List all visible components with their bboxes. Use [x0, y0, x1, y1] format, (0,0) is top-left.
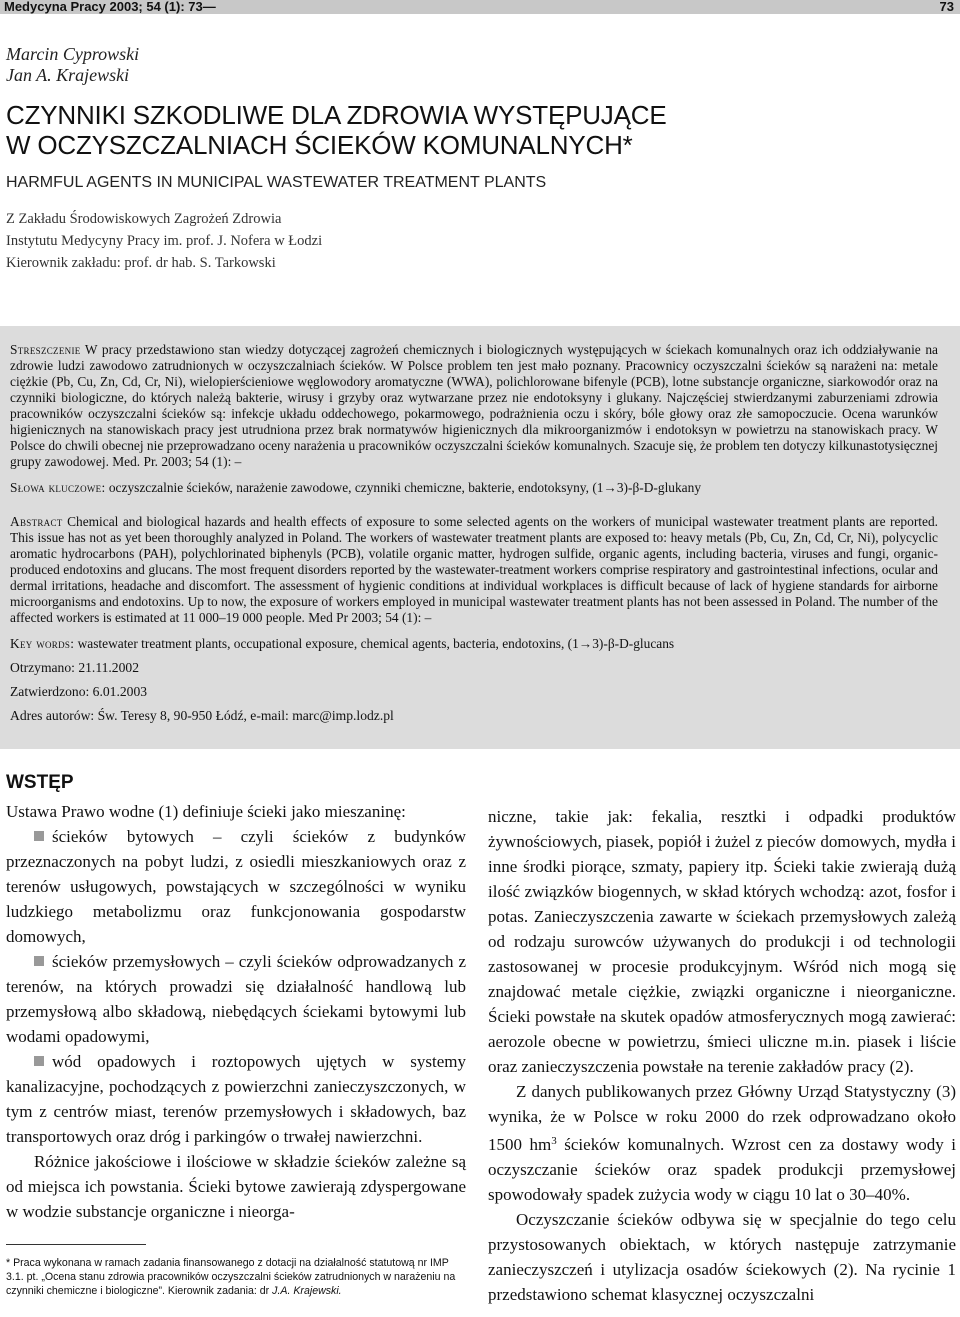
article-title: [6, 100, 666, 160]
english-title: HARMFUL AGENTS IN MUNICIPAL WASTEWATER TREATMENT PLANTS: [6, 174, 547, 191]
body-paragraph: [488, 1079, 956, 1207]
abstract-text-pl: W pracy przedstawiono stan wiedzy dotyczącej zagrożeń chemicznych i biologicznych występujących w ściekach komunalnych oraz ich oddziaływanie na zdrowie ludzi zawodowo zatrudnionych w oczyszczalniach ścieków. W Polsce problem ten jest mało poznany. Pracownicy oczyszczalni ścieków są narażeni na: metale ciężkie (Pb, Cu, Zn, Cd, Cr, Ni), wielopierścieniowe węglowodory aromatyczne (WWA), polichlorowane bifenyle (PCB), lotne substancje organiczne, siarkowodór oraz na czynniki biologiczne, do których należą bakterie, wirusy i grzyby oraz wytwarzane przez nie endotoksyny i glukany. Najczęściej stwierdzanymi zaburzeniami zdrowia pracowników oczyszczalni ścieków są: infekcje układu oddechowego, pokarmowego, podrażnienia oczu i skóry, bóle głowy oraz złe samopoczucie. Ocena warunków higienicznych na stanowiskach pracy jest utrudniona przez brak normatywów higienicznych dla mikroorganizmów i endotoksyn w powietrzu na stanowiskach pracy. W Polsce do chwili obecnej nie przeprowadzano oceny narażenia u pracowników oczyszczalni ścieków komunalnych. Szacuje się, że problem ten dotyczy kilkunastotysięcznej grupy zawodowej. Med. Pr. 2003; 54 (1): –: [10, 342, 938, 469]
footnote: [6, 1256, 466, 1298]
paragraph-text: ścieków komunalnych. Wzrost cen za dostawy wody i oczyszczanie ścieków oraz spadek produkcji przemysłowej spowodowały spadek zużycia wody w ciągu 10 lat o 30–40%.: [488, 1135, 956, 1204]
body-paragraph: Oczyszczanie ścieków odbywa się w specjalnie do tego celu przystosowanych obiektach, w których następuje zatrzymanie zanieczyszczeń i utylizacja osadów ściekowych (2). Na rycinie 1 przedstawiono schemat klasycznej oczyszczalni: [488, 1210, 956, 1304]
affiliation: [6, 208, 322, 274]
keywords-text-en: wastewater treatment plants, occupational exposure, chemical agents, bacteria, endotoxins, (1→3)-β-D-glucans: [77, 636, 675, 651]
list-item: [6, 1049, 466, 1149]
superscript: 3: [551, 1135, 557, 1147]
abstract-content: [10, 342, 938, 724]
section-heading: WSTĘP: [6, 772, 74, 793]
polish-abstract: [10, 342, 938, 470]
footnote-body: * Praca wykonana w ramach zadania finansowanego z dotacji na działalność statutową nr IMP 3.1. pt. „Ocena stanu zdrowia pracowników oczyszczalni ścieków zatrudnionych w narażeniu na czynniki chemiczne i biologiczne”. Kierownik zadania: dr: [6, 1257, 456, 1297]
keywords-text-pl: oczyszczalnie ścieków, narażenie zawodowe, czynniki chemiczne, bakterie, endotoksyny, (1→3)-β-D-glukany: [108, 480, 702, 495]
english-abstract: [10, 514, 938, 626]
affiliation-line: Z Zakładu Środowiskowych Zagrożeń Zdrowia: [6, 211, 282, 227]
affiliation-line: Kierownik zakładu: prof. dr hab. S. Tarkowski: [6, 255, 276, 271]
square-bullet-icon: [34, 1056, 44, 1066]
keywords-label-en: Key words:: [10, 636, 75, 651]
paragraph-text: Z danych publikowanych przez Główny Urząd Statystyczny (3) wynika, że w Polsce w roku 2000 do rzek odprowadzano około 1500 hm: [488, 1082, 956, 1154]
author-address: Adres autorów: Św. Teresy 8, 90-950 Łódź, e-mail: marc@imp.lodz.pl: [10, 708, 394, 723]
square-bullet-icon: [34, 956, 44, 966]
journal-citation: Medycyna Pracy 2003; 54 (1): 73—: [4, 0, 216, 14]
body-column-right: [488, 804, 956, 1307]
author-list: [6, 44, 139, 86]
keywords-label-pl: Słowa kluczowe:: [10, 480, 106, 495]
body-paragraph: niczne, takie jak: fekalia, resztki i odpadki produktów żywnościowych, piasek, popiół i żużel z pieców domowych, mydła i inne środki piorące, szmaty, papiery itp. Ścieki takie zwierają dużą ilość związków biogennych, w skład których wchodzą: azot, fosfor i potas. Zanieczyszczenia zawarte w ściekach przemysłowych zależą od rodzaju surowców używanych do produkcji i od technologii zastosowanej w procesie produkcyjnym. Wśród nich mogą się znajdować metale ciężkie, związki organiczne i nieorganiczne. Ścieki powstałe na skutek opadów atmosferycznych mogą zawierać: aerozole obecne w powietrzu, śmieci uliczne m.in. piasek i liście oraz zanieczyszczenia powstałe na terenie zakładów pracy (2).: [488, 807, 956, 1076]
footnote-text: [6, 1256, 466, 1298]
body-column-left: [6, 799, 466, 1224]
list-item-text: ścieków bytowych – czyli ścieków z budynków przeznaczonych na pobyt ludzi, z osiedli mieszkaniowych oraz z terenów usługowych, powstających w szczególności w wyniku ludzkiego metabolizmu oraz funkcjonowania gospodarstw domowych,: [6, 827, 466, 946]
list-item-text: wód opadowych i roztopowych ujętych w systemy kanalizacyjne, pochodzących z powierzchni zanieczyszczonych, w tym z centrów miast, terenów przemysłowych i składowych, baz transportowych oraz dróg i parkingów o trwałej nawierzchni.: [6, 1052, 466, 1146]
abstract-label-en: Abstract: [10, 514, 63, 529]
footnote-author: J.A. Krajewski.: [272, 1285, 342, 1297]
english-keywords: [10, 636, 938, 652]
page-number: 73: [939, 0, 954, 14]
title-line: W OCZYSZCZALNIACH ŚCIEKÓW KOMUNALNYCH*: [6, 130, 633, 160]
received-date: Otrzymano: 21.11.2002: [10, 660, 139, 675]
accepted-date: Zatwierdzono: 6.01.2003: [10, 684, 148, 699]
abstract-box: [0, 326, 960, 749]
body-paragraph: Ustawa Prawo wodne (1) definiuje ścieki jako mieszaninę:: [6, 802, 406, 821]
abstract-text-en: Chemical and biological hazards and health effects of exposure to some selected agents on the workers of municipal wastewater treatment plants are reported. This issue has not as yet been thoroughly analyzed in Poland. The workers of wastewater treatment plants are exposed to: heavy metals (Pb, Cu, Zn, Cd, Cr, Ni), polycyclic aromatic hydrocarbons (PAH), polychlorinated biphenyls (PCB), volatile organic matter, hydrogen sulfide, organic agents, including bacteria, viruses and fungi, organic-produced endotoxins and glucans. The most frequent disorders reported by the wastewater-treatment workers comprise respiratory and gastrointestinal infections, ocular and dermal irritations, headache and discomfort. The assessment of hygienic conditions at individual workplaces is difficult because of lack of hygiene standards for airborne microorganisms and endotoxins. Up to now, the exposure of workers employed in municipal wastewater treatment plants has not been assessed in Poland. The number of the affected workers is estimated at 11 000–19 000 people. Med Pr 2003; 54 (1): –: [10, 514, 938, 625]
polish-keywords: [10, 480, 938, 496]
list-item: [6, 949, 466, 1049]
author-name: Marcin Cyprowski: [6, 44, 140, 64]
title-line: CZYNNIKI SZKODLIWE DLA ZDROWIA WYSTĘPUJĄCE: [6, 100, 667, 130]
list-item-text: ścieków przemysłowych – czyli ścieków odprowadzanych z terenów, na których prowadzi się działalność handlową lub przemysłową albo składową, niebędących ściekami bytowymi lub wodami opadowymi,: [6, 952, 466, 1046]
author-name: Jan A. Krajewski: [6, 65, 130, 85]
affiliation-line: Instytutu Medycyny Pracy im. prof. J. Nofera w Łodzi: [6, 233, 323, 249]
footnote-divider: [6, 1244, 146, 1245]
square-bullet-icon: [34, 831, 44, 841]
list-item: [6, 824, 466, 949]
body-paragraph: Różnice jakościowe i ilościowe w składzie ścieków zależne są od miejsca ich powstania. Ścieki bytowe zawierają zdyspergowane w wodzie substancje organiczne i nieorga-: [6, 1152, 466, 1221]
abstract-label-pl: Streszczenie: [10, 342, 81, 357]
